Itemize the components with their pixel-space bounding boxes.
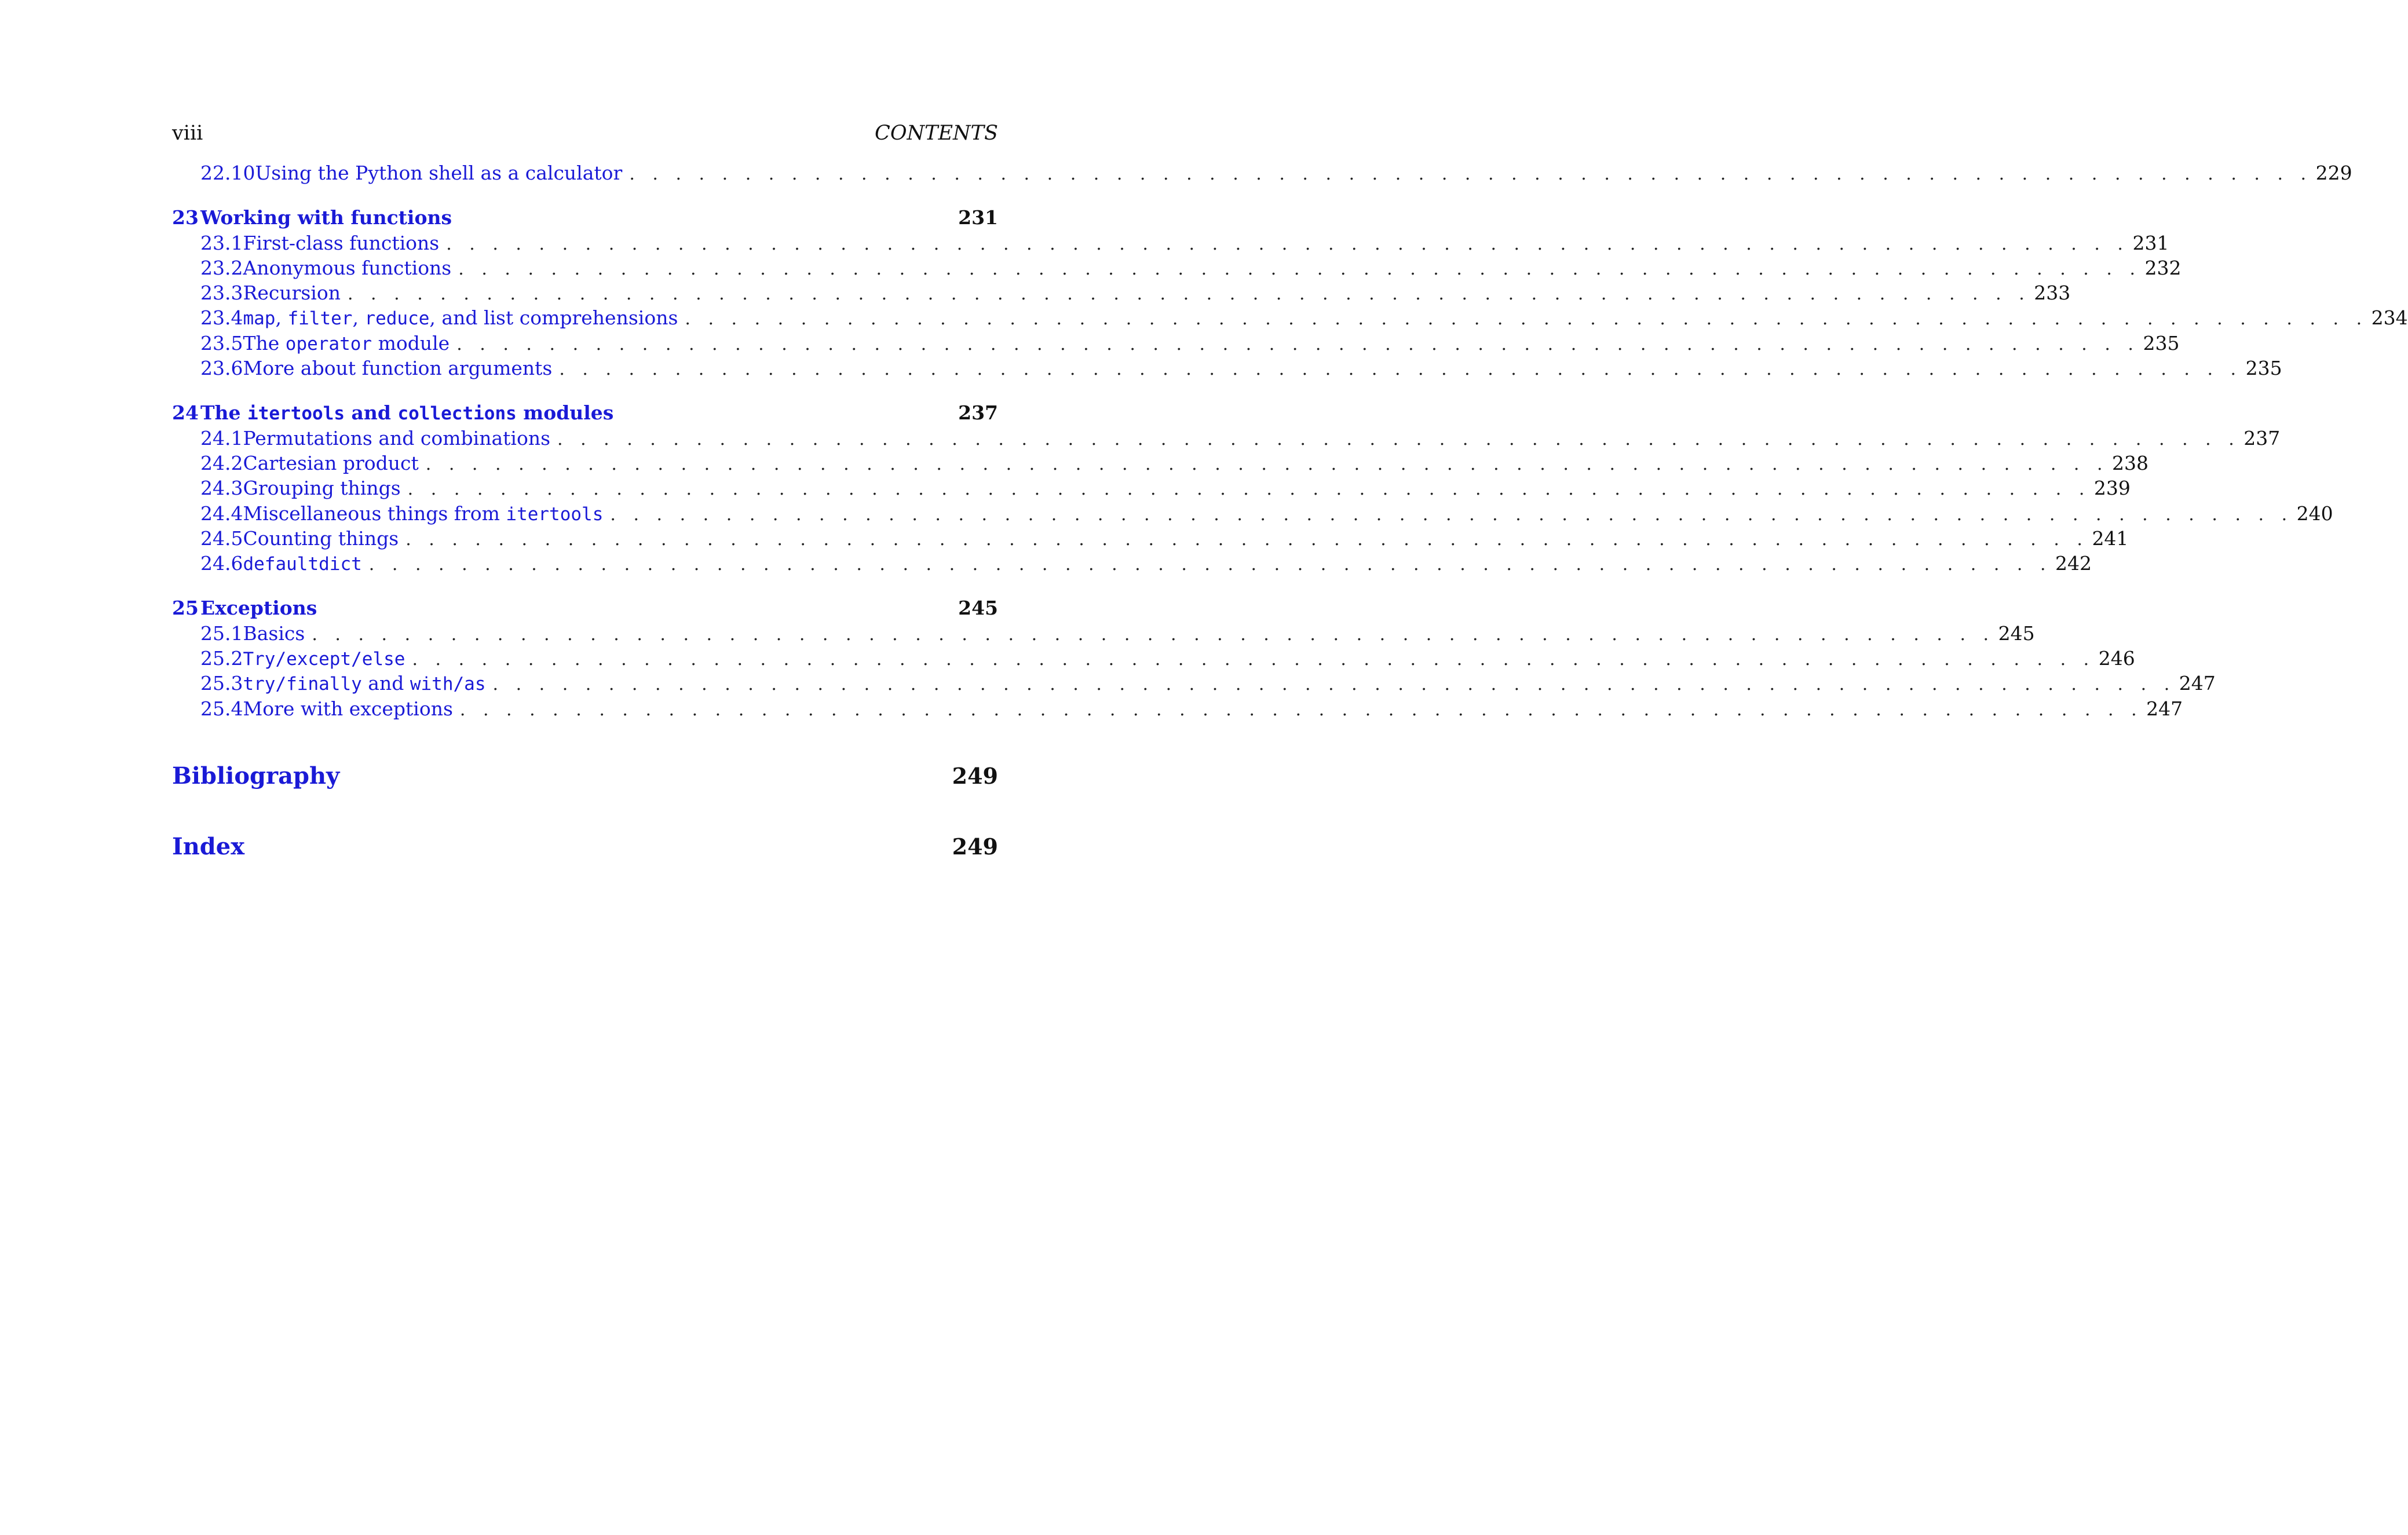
section-title[interactable] — [243, 671, 485, 697]
page-ref: 239 — [2093, 477, 2131, 500]
title-pre: Miscellaneous things from — [243, 502, 506, 525]
title-mid: and — [345, 401, 398, 425]
page-ref: 242 — [2055, 552, 2092, 575]
page-ref: 229 — [2315, 162, 2352, 184]
toc-chapter-25[interactable] — [172, 595, 998, 620]
section-title[interactable]: Basics — [243, 622, 305, 645]
code-defaultdict: defaultdict — [243, 554, 362, 575]
dot-leader: . . . . . . . . . . . . . . . . . . . . . . . . . . . . . . . . . . . . . . . . . . . . . . . . . . . . . . . . . . . . . . . . . . . . . . . . . — [368, 554, 2052, 575]
code-itertools: itertools — [247, 403, 345, 425]
page-ref: 231 — [958, 206, 998, 229]
page-ref: 241 — [2092, 527, 2129, 550]
toc-page — [172, 119, 2408, 861]
title-pre: The — [243, 331, 286, 354]
dot-leader: . . . . . . . . . . . . . . . . . . . . . . . . . . . . . . . . . . . . . . . . . . . . . . . . . . . . . . . . . . . . . . . . . . . . . . . . . — [405, 529, 2089, 550]
section-number: 24.3 — [200, 477, 243, 500]
chapter-title[interactable]: Exceptions — [200, 597, 317, 620]
page-ref: 235 — [2143, 331, 2180, 354]
toc-entry-23-5[interactable] — [172, 331, 2180, 356]
toc-entry-24-3[interactable] — [172, 476, 2131, 500]
toc-entry-22-10[interactable] — [172, 160, 2352, 185]
page-number: viii — [172, 122, 203, 145]
page-ref: 246 — [2098, 647, 2135, 670]
toc-entry-25-3[interactable] — [172, 671, 2216, 696]
section-title[interactable]: Anonymous functions — [243, 256, 452, 279]
section-number: 25.4 — [200, 697, 243, 720]
page-ref: 249 — [952, 762, 998, 789]
code-with-as: with/as — [410, 674, 486, 695]
title-mid: and — [361, 672, 410, 695]
section-title[interactable]: Counting things — [243, 527, 399, 550]
dot-leader: . . . . . . . . . . . . . . . . . . . . . . . . . . . . . . . . . . . . . . . . . . . . . . . . . . . . . . . . . . . . . . . . . . . . . . . . . — [412, 649, 2095, 670]
section-number: 23.2 — [200, 256, 243, 279]
dot-leader: . . . . . . . . . . . . . . . . . . . . . . . . . . . . . . . . . . . . . . . . . . . . . . . . . . . . . . . . . . . . . . . . . . . . . . . . . — [629, 164, 2312, 184]
running-title: CONTENTS — [875, 122, 998, 145]
page-ref: 247 — [2179, 672, 2216, 695]
dot-leader: . . . . . . . . . . . . . . . . . . . . . . . . . . . . . . . . . . . . . . . . . . . . . . . . . . . . . . . . . . . . . . . . . . . . . . . . . — [347, 284, 2031, 305]
toc-chapter-23[interactable] — [172, 205, 998, 230]
page-ref: 231 — [2132, 231, 2169, 254]
page-ref: 233 — [2034, 282, 2071, 305]
toc-entry-24-2[interactable] — [172, 451, 2149, 476]
chapter-title[interactable] — [200, 400, 613, 426]
separator: , — [275, 306, 288, 330]
toc-entry-23-4[interactable] — [172, 305, 2408, 330]
title-pre: The — [200, 401, 248, 425]
section-title[interactable] — [243, 305, 678, 331]
section-title[interactable] — [243, 501, 603, 527]
toc-entry-25-4[interactable] — [172, 696, 2183, 721]
section-number: 24.4 — [200, 502, 243, 525]
index-title[interactable]: Index — [172, 832, 245, 860]
dot-leader: . . . . . . . . . . . . . . . . . . . . . . . . . . . . . . . . . . . . . . . . . . . . . . . . . . . . . . . . . . . . . . . . . . . . . . . . . — [425, 454, 2109, 474]
section-title[interactable]: More about function arguments — [243, 357, 553, 380]
section-number: 25.2 — [200, 647, 243, 670]
section-number: 25.1 — [200, 622, 243, 645]
code-collections: collections — [397, 403, 517, 425]
page-ref: 237 — [958, 401, 998, 425]
section-number: 24.6 — [200, 552, 243, 575]
page-ref: 237 — [2243, 426, 2281, 449]
toc-entry-24-6[interactable] — [172, 551, 2092, 576]
code-try-except-else: Try/except/else — [243, 649, 405, 670]
toc-entry-24-1[interactable] — [172, 426, 2281, 451]
section-number: 24.2 — [200, 451, 243, 474]
section-title[interactable]: Cartesian product — [243, 451, 419, 474]
section-title[interactable] — [243, 551, 361, 577]
bibliography-title[interactable]: Bibliography — [172, 762, 340, 790]
code-operator: operator — [285, 333, 372, 354]
section-number: 24.5 — [200, 527, 243, 550]
title-post: modules — [516, 401, 614, 425]
section-title[interactable]: Grouping things — [243, 477, 401, 500]
chapter-number: 23 — [172, 206, 199, 229]
section-number: 23.4 — [200, 306, 243, 330]
toc-entry-24-5[interactable] — [172, 526, 2129, 551]
code-itertools: itertools — [506, 503, 604, 525]
chapter-number: 25 — [172, 597, 199, 620]
toc-entry-23-6[interactable] — [172, 356, 2282, 381]
page-ref: 240 — [2296, 502, 2333, 525]
section-title[interactable]: Recursion — [243, 282, 341, 305]
section-title[interactable]: First-class functions — [243, 231, 440, 254]
title-post: module — [372, 331, 450, 354]
dot-leader: . . . . . . . . . . . . . . . . . . . . . . . . . . . . . . . . . . . . . . . . . . . . . . . . . . . . . . . . . . . . . . . . . . . . . . . . . — [610, 504, 2293, 525]
page-ref: 235 — [2245, 357, 2282, 380]
code-map: map — [243, 308, 276, 330]
page-ref: 247 — [2146, 697, 2183, 720]
page-ref: 234 — [2371, 306, 2408, 330]
section-number: 23.3 — [200, 282, 243, 305]
section-title[interactable] — [243, 331, 450, 357]
dot-leader: . . . . . . . . . . . . . . . . . . . . . . . . . . . . . . . . . . . . . . . . . . . . . . . . . . . . . . . . . . . . . . . . . . . . . . . . . — [407, 479, 2091, 500]
toc-entry-25-1[interactable] — [172, 621, 2035, 646]
section-number: 25.3 — [200, 672, 243, 695]
page-ref: 238 — [2112, 451, 2149, 474]
running-head — [172, 119, 998, 148]
dot-leader: . . . . . . . . . . . . . . . . . . . . . . . . . . . . . . . . . . . . . . . . . . . . . . . . . . . . . . . . . . . . . . . . . . . . . . . . . — [458, 258, 2142, 279]
toc-link[interactable] — [200, 160, 622, 185]
toc-chapter-24[interactable] — [172, 400, 998, 425]
toc-bibliography[interactable] — [172, 762, 998, 791]
dot-leader: . . . . . . . . . . . . . . . . . . . . . . . . . . . . . . . . . . . . . . . . . . . . . . . . . . . . . . . . . . . . . . . . . . . . . . . . . — [446, 233, 2129, 254]
toc-entry-23-2[interactable] — [172, 255, 2182, 280]
code-filter: filter — [287, 308, 353, 330]
section-number: 23.1 — [200, 231, 243, 254]
toc-entry-23-3[interactable] — [172, 280, 2071, 305]
page-ref: 232 — [2144, 256, 2182, 279]
toc-entry-23-1[interactable] — [172, 231, 2169, 255]
dot-leader: . . . . . . . . . . . . . . . . . . . . . . . . . . . . . . . . . . . . . . . . . . . . . . . . . . . . . . . . . . . . . . . . . . . . . . . . . — [456, 334, 2140, 354]
title-rest: , and list comprehensions — [429, 306, 678, 330]
section-number: 22.10 — [200, 162, 255, 184]
toc-index[interactable] — [172, 832, 998, 861]
dot-leader: . . . . . . . . . . . . . . . . . . . . . . . . . . . . . . . . . . . . . . . . . . . . . . . . . . . . . . . . . . . . . . . . . . . . . . . . . — [559, 359, 2242, 380]
dot-leader: . . . . . . . . . . . . . . . . . . . . . . . . . . . . . . . . . . . . . . . . . . . . . . . . . . . . . . . . . . . . . . . . . . . . . . . . . — [312, 624, 1995, 645]
section-title: Using the Python shell as a calculator — [255, 162, 623, 184]
page-ref: 249 — [952, 833, 998, 860]
section-number: 23.5 — [200, 331, 243, 354]
code-reduce: reduce — [364, 308, 430, 330]
dot-leader: . . . . . . . . . . . . . . . . . . . . . . . . . . . . . . . . . . . . . . . . . . . . . . . . . . . . . . . . . . . . . . . . . . . . . . . . . — [685, 309, 2368, 330]
separator: , — [352, 306, 365, 330]
page-ref: 245 — [958, 597, 998, 620]
code-try-finally: try/finally — [243, 674, 362, 695]
toc-entry-25-2[interactable] — [172, 646, 2135, 671]
dot-leader: . . . . . . . . . . . . . . . . . . . . . . . . . . . . . . . . . . . . . . . . . . . . . . . . . . . . . . . . . . . . . . . . . . . . . . . . . — [459, 699, 2143, 720]
section-title[interactable]: Permutations and combinations — [243, 426, 551, 449]
chapter-title[interactable]: Working with functions — [200, 206, 452, 229]
toc-entry-24-4[interactable] — [172, 501, 2333, 526]
section-number: 24.1 — [200, 426, 243, 449]
dot-leader: . . . . . . . . . . . . . . . . . . . . . . . . . . . . . . . . . . . . . . . . . . . . . . . . . . . . . . . . . . . . . . . . . . . . . . . . . — [492, 674, 2176, 695]
dot-leader: . . . . . . . . . . . . . . . . . . . . . . . . . . . . . . . . . . . . . . . . . . . . . . . . . . . . . . . . . . . . . . . . . . . . . . . . . — [557, 429, 2241, 449]
section-title[interactable]: More with exceptions — [243, 697, 453, 720]
chapter-number: 24 — [172, 401, 199, 425]
page-ref: 245 — [1998, 622, 2035, 645]
section-title[interactable] — [243, 646, 405, 672]
section-number: 23.6 — [200, 357, 243, 380]
